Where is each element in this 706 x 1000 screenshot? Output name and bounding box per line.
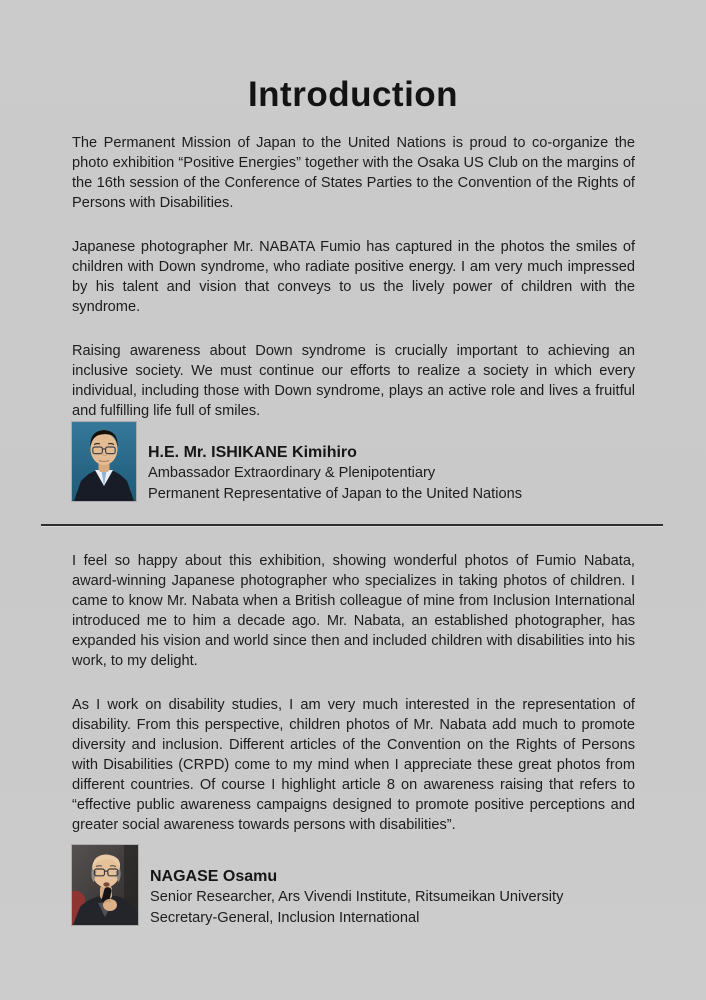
signature-name: H.E. Mr. ISHIKANE Kimihiro	[148, 444, 357, 461]
paragraph: I feel so happy about this exhibition, showing wonderful photos of Fumio Nabata, award-winning Japanese photographer who specializes in taking photos of children. I came to know Mr. Nabata when a British colleague of mine from Inclusion International introduced me to him a decade ago. Mr. Nabata, an established photographer, has expanded his vision and world since then and included children with disabilities into his work, to my delight.	[72, 553, 635, 669]
paragraph: Japanese photographer Mr. NABATA Fumio has captured in the photos the smiles of children with Down syndrome, who radiate positive energy. I am very much impressed by his talent and vision that conveys to us the lively power of children with the syndrome.	[72, 239, 635, 315]
signature-title: Senior Researcher, Ars Vivendi Institute, Ritsumeikan University	[150, 889, 564, 905]
paragraph: Raising awareness about Down syndrome is crucially important to achieving an inclusive society. We must continue our efforts to realize a society in which every individual, including those with Down syndrome, plays an active role and lives a fruitful and fulfilling life full of smiles.	[72, 343, 635, 419]
portrait-photo-ishikane	[72, 422, 136, 501]
section-divider	[41, 524, 663, 527]
section-nagase-text	[72, 551, 635, 835]
portrait-illustration-nagase	[72, 845, 138, 925]
page-title: Introduction	[247, 75, 459, 115]
signature-text-nagase	[150, 845, 563, 929]
signature-text-ishikane	[148, 422, 522, 505]
signature-title: Permanent Representative of Japan to the United Nations	[148, 486, 522, 502]
signature-title: Secretary-General, Inclusion International	[150, 910, 420, 926]
signature-name: NAGASE Osamu	[150, 868, 278, 885]
section-japan-text	[72, 133, 635, 421]
portrait-photo-nagase	[72, 845, 138, 925]
paragraph: As I work on disability studies, I am very much interested in the representation of disability. From this perspective, children photos of Mr. Nabata add much to promote diversity and inclusion. Different articles of the Convention on the Rights of Persons with Disabilities (CRPD) come to my mind when I appreciate these great photos from different countries. Of course I highlight article 8 on awareness raising that refers to “effective public awareness campaigns designed to promote positive perceptions and greater social awareness towards persons with disabilities”.	[72, 697, 635, 833]
signature-block-ishikane	[72, 422, 522, 505]
paragraph: The Permanent Mission of Japan to the United Nations is proud to co-organize the photo exhibition “Positive Energies” together with the Osaka US Club on the margins of the 16th session of the Conference of States Parties to the Convention of the Rights of Persons with Disabilities.	[72, 135, 635, 211]
portrait-illustration-ishikane	[72, 422, 136, 501]
signature-title: Ambassador Extraordinary & Plenipotentiary	[148, 465, 436, 481]
signature-block-nagase	[72, 845, 563, 929]
